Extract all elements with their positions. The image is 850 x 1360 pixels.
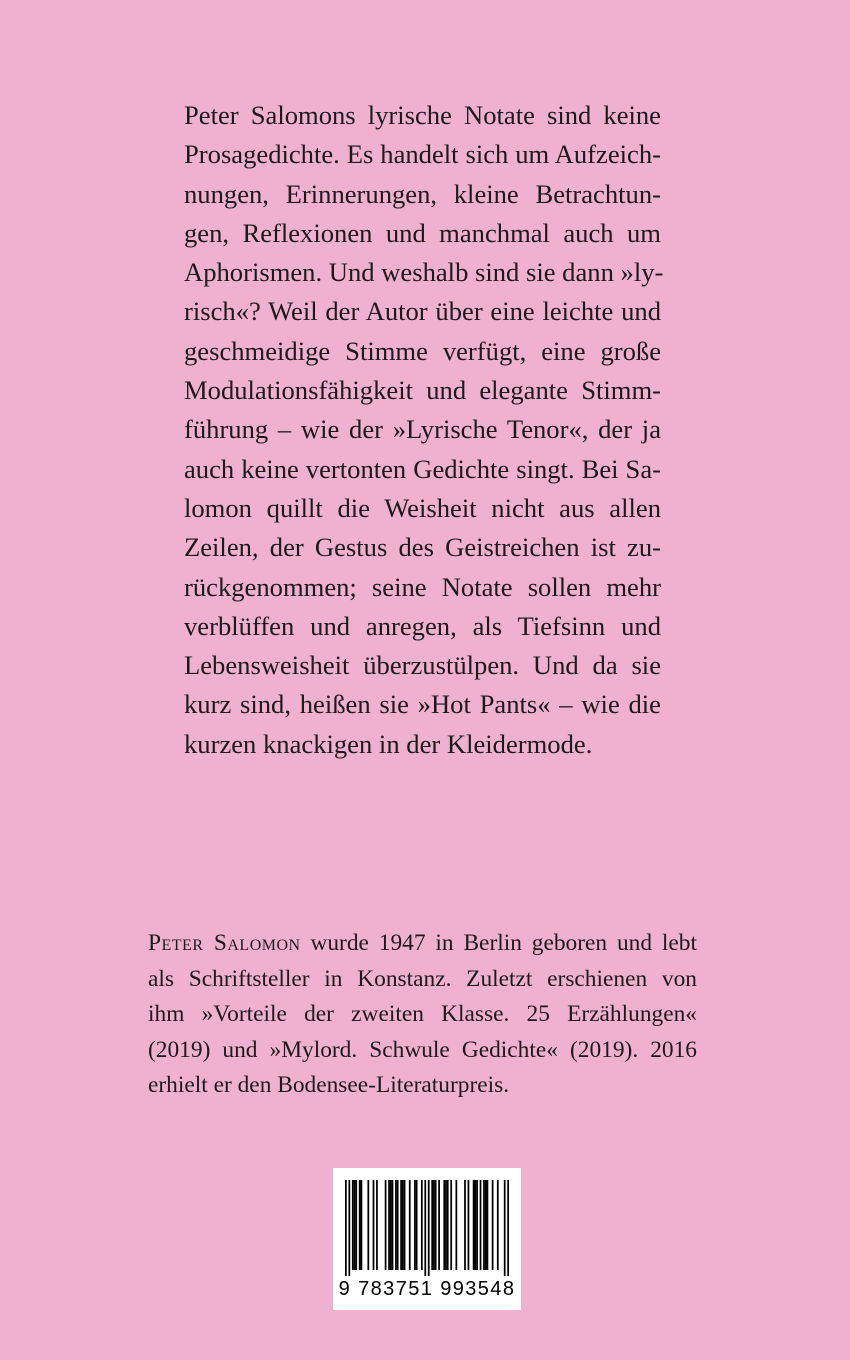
barcode-bar <box>397 1180 399 1270</box>
blurb-line: Prosagedichte. Es handelt sich um Aufzeich- <box>184 139 661 170</box>
barcode-bar <box>367 1180 369 1270</box>
barcode-bar <box>431 1180 433 1270</box>
barcode-guard-bar <box>348 1180 350 1276</box>
blurb-line: Peter Salomons lyrische Notate sind keine <box>184 100 661 130</box>
barcode-bar <box>450 1180 452 1270</box>
barcode-bar <box>445 1180 447 1270</box>
barcode-bar <box>474 1180 476 1270</box>
isbn-barcode <box>333 1168 521 1310</box>
author-bio <box>148 926 697 1104</box>
blurb-line: kurz sind, heißen sie »Hot Pants« – wie die <box>184 689 661 720</box>
barcode-bar <box>485 1180 487 1270</box>
barcode-bar <box>361 1180 363 1270</box>
barcode-bar <box>476 1180 478 1270</box>
barcode-bar <box>414 1180 416 1270</box>
bio-line: als Schriftsteller in Konstanz. Zuletzt erschienen von <box>148 965 697 992</box>
barcode-bar <box>416 1180 418 1270</box>
barcode-bar <box>443 1180 445 1270</box>
barcode-bar <box>352 1180 354 1270</box>
bio-line <box>148 926 697 962</box>
barcode-bar <box>359 1180 361 1270</box>
blurb-line: kurzen knackigen in der Kleidermode. <box>184 728 593 759</box>
blurb-line: führung – wie der »Lyrische Tenor«, der ja <box>184 414 661 445</box>
blurb-line: Aphorismen. Und weshalb sind sie dann »ly- <box>184 257 664 288</box>
barcode-bar <box>373 1180 375 1270</box>
barcode-bar <box>376 1180 378 1270</box>
barcode-guard-bar <box>424 1180 426 1276</box>
barcode-bar <box>455 1180 457 1270</box>
barcode-bars <box>345 1180 509 1276</box>
barcode-bar <box>433 1180 435 1270</box>
author-name: Peter Salomon <box>148 930 301 956</box>
barcode-bar <box>354 1180 356 1270</box>
barcode-bar <box>483 1180 485 1270</box>
blurb-line: rückgenommen; seine Notate sollen mehr <box>184 571 661 602</box>
blurb-line: Lebensweisheit überzustülpen. Und da sie <box>184 650 661 681</box>
barcode-bar <box>468 1180 470 1270</box>
barcode-bar <box>473 1180 475 1270</box>
barcode-bar <box>404 1180 406 1270</box>
blurb-line: Modulationsfähigkeit und elegante Stimm- <box>184 375 661 406</box>
blurb-line: Zeilen, der Gestus des Geistreichen ist zu- <box>184 532 661 563</box>
barcode-bar <box>435 1180 437 1270</box>
barcode-bar <box>385 1180 387 1270</box>
isbn-number: 9 783751 993548 <box>338 1278 516 1300</box>
barcode-bar <box>487 1180 489 1270</box>
bio-line: erhielt er den Bodensee-Literaturpreis. <box>148 1072 510 1098</box>
barcode-bar <box>438 1180 440 1270</box>
barcode-bar <box>497 1180 499 1270</box>
barcode-bar <box>421 1180 423 1270</box>
blurb-paragraph <box>184 96 664 764</box>
barcode-bar <box>447 1180 449 1270</box>
barcode-guard-bar <box>428 1180 430 1276</box>
barcode-bar <box>390 1180 392 1270</box>
barcode-bar <box>480 1180 482 1270</box>
blurb-line: verblüffen und anregen, als Tiefsinn und <box>184 610 661 641</box>
barcode-guard-bar <box>345 1180 347 1276</box>
blurb-line: auch keine vertonten Gedichte singt. Bei Sa- <box>184 453 661 484</box>
barcode-bar <box>388 1180 390 1270</box>
blurb-line: nungen, Erinnerungen, kleine Betrachtun- <box>184 178 661 209</box>
bio-line: (2019) und »Mylord. Schwule Gedichte« (2019). 2016 <box>148 1036 697 1063</box>
bio-line: ihm »Vorteile der zweiten Klasse. 25 Erzählungen« <box>148 1001 697 1027</box>
bio-first-line-text: wurde 1947 in Berlin geboren und lebt <box>300 930 697 956</box>
blurb-line: risch«? Weil der Autor über eine leichte und <box>184 296 661 327</box>
barcode-bar <box>492 1180 494 1270</box>
blurb-line: lomon quillt die Weisheit nicht aus allen <box>184 492 661 523</box>
barcode-guard-bar <box>504 1180 506 1276</box>
barcode-bar <box>402 1180 404 1270</box>
barcode-bar <box>392 1180 394 1270</box>
blurb-line: geschmeidige Stimme verfügt, eine große <box>184 335 661 366</box>
barcode-bar <box>464 1180 466 1270</box>
barcode-bar <box>355 1180 357 1270</box>
barcode-bar <box>400 1180 402 1270</box>
barcode-bar <box>395 1180 397 1270</box>
blurb-line: gen, Reflexionen und manchmal auch um <box>184 217 661 248</box>
barcode-guard-bar <box>507 1180 509 1276</box>
barcode-bar <box>409 1180 411 1270</box>
